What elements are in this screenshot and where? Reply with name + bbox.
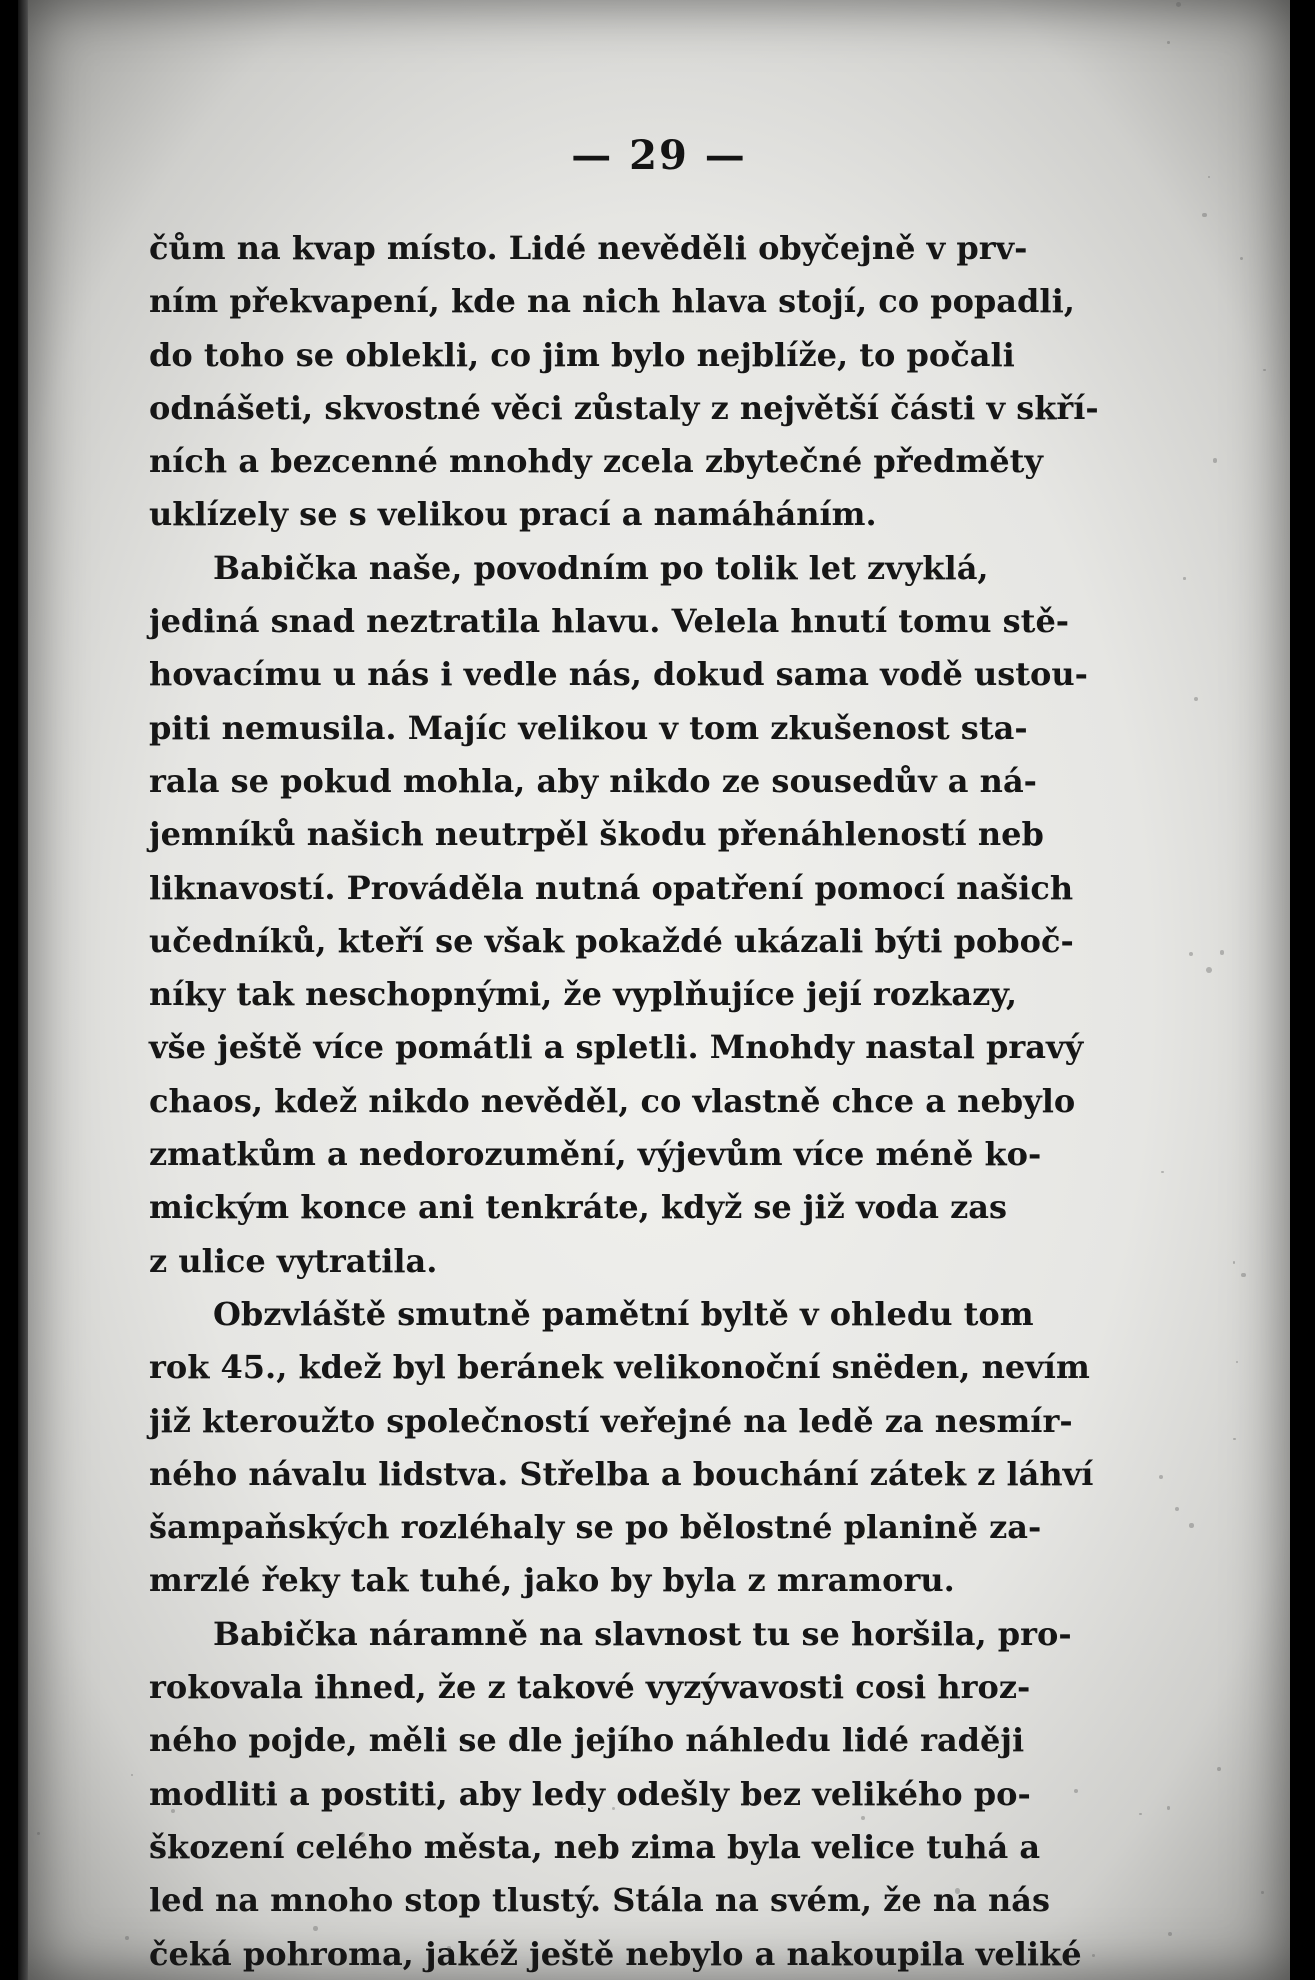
scan-speck <box>1202 213 1206 217</box>
text-line: led na mnoho stop tlustý. Stála na svém, že na nás <box>149 1881 1050 1920</box>
text-line: Babička naše, povodním po tolik let zvyklá, <box>213 548 989 587</box>
scan-speck <box>756 1854 760 1858</box>
scan-speck <box>1263 369 1265 371</box>
text-line: ních a bezcenné mnohdy zcela zbytečné předměty <box>149 442 1043 481</box>
scan-speck <box>1236 1361 1238 1363</box>
text-line: jediná snad neztratila hlavu. Velela hnutí tomu stě- <box>149 602 1070 641</box>
page-number: — 29 — <box>571 132 747 179</box>
text-line: jemníků našich neutrpěl škodu přenáhleností neb <box>149 815 1044 854</box>
scan-speck <box>447 1946 451 1950</box>
scan-speck <box>1168 1932 1172 1936</box>
text-line: čům na kvap místo. Lidé nevěděli obyčejně v prv- <box>149 229 1028 267</box>
text-line: ním překvapení, kde na nich hlava stojí, co popadli, <box>149 282 1075 321</box>
text-line: již kteroužto společností veřejné na ledě za nesmír- <box>149 1401 1073 1440</box>
scan-speck <box>1161 1171 1164 1174</box>
text-line: Obzvláště smutně pamětní byltě v ohledu tom <box>213 1294 1034 1333</box>
scan-speck <box>1183 577 1185 579</box>
scan-speck <box>587 1848 591 1852</box>
text-line: mickým konce ani tenkráte, když se již voda zas <box>149 1188 1008 1227</box>
scan-speck <box>1233 1261 1235 1263</box>
scan-speck <box>1074 1789 1078 1793</box>
text-line: modliti a postiti, aby ledy odešly bez velikého po- <box>149 1774 1031 1813</box>
scan-speck <box>1189 1523 1193 1527</box>
scan-speck <box>1241 1273 1245 1277</box>
text-line: odnášeti, skvostné věci zůstaly z největší části v skří- <box>149 388 1099 427</box>
scan-speck <box>1167 41 1170 44</box>
scan-speck <box>1159 1475 1163 1479</box>
text-line: z ulice vytratila. <box>149 1241 438 1280</box>
text-line: rokovala ihned, že z takové vyzývavosti cosi hroz- <box>149 1668 1031 1707</box>
scan-speck <box>1233 1438 1236 1441</box>
text-line: rala se pokud mohla, aby nikdo ze sousedův a ná- <box>149 761 1037 800</box>
text-line: šampaňských rozléhaly se po bělostné planině za- <box>149 1508 1042 1547</box>
scan-speck <box>125 1936 129 1940</box>
text-line: mrzlé řeky tak tuhé, jako by byla z mramoru. <box>149 1561 955 1600</box>
scan-speck <box>1261 1891 1264 1894</box>
scan-speck <box>1167 1806 1170 1809</box>
scan-speck <box>861 1816 865 1820</box>
scan-speck <box>37 1832 40 1835</box>
text-line: do toho se oblekli, co jim bylo nejblíže, to počali <box>149 335 1015 374</box>
text-line: ného pojde, měli se dle jejího náhledu lidé raději <box>149 1721 1025 1760</box>
text-line: Babička náramně na slavnost tu se horšila, pro- <box>213 1614 1072 1653</box>
scan-speck <box>1175 1507 1179 1511</box>
scan-speck <box>1213 458 1218 463</box>
body-text <box>149 222 1144 1980</box>
paper-sheet <box>28 0 1290 1980</box>
scan-speck <box>1217 1767 1221 1771</box>
text-line: liknavostí. Prováděla nutná opatření pomocí našich <box>149 868 1074 907</box>
scan-speck <box>360 1832 365 1837</box>
text-line: níky tak neschopnými, že vyplňujíce její rozkazy, <box>149 975 1017 1014</box>
scan-speck <box>1176 2 1181 7</box>
text-line: vše ještě více pomátli a spletli. Mnohdy nastal pravý <box>149 1028 1084 1067</box>
scan-speck <box>131 1774 133 1776</box>
text-line: zmatkům a nedorozumění, výjevům více méně ko- <box>149 1135 1042 1174</box>
scan-speck <box>1240 257 1243 260</box>
text-line: hovacímu u nás i vedle nás, dokud sama vodě ustou- <box>149 655 1088 694</box>
text-line: piti nemusila. Majíc velikou v tom zkušenost sta- <box>149 708 1028 747</box>
scan-speck <box>1189 952 1193 956</box>
text-line: ného návalu lidstva. Střelba a bouchání zátek z láhví <box>149 1454 1094 1493</box>
scan-speck <box>1220 950 1225 955</box>
scan-speck <box>171 1809 175 1813</box>
text-line: chaos, kdež nikdo nevěděl, co vlastně chce a nebylo <box>149 1081 1076 1120</box>
text-line: rok 45., kdež byl beránek velikonoční snëden, nevím <box>149 1348 1090 1387</box>
scan-speck <box>612 1807 615 1810</box>
text-line: čeká pohroma, jakéž ještě nebylo a nakoupila veliké <box>149 1934 1082 1973</box>
scan-speck <box>1206 967 1212 973</box>
text-line: uklízely se s velikou prací a namáháním. <box>149 495 877 534</box>
scan-speck <box>1194 697 1198 701</box>
scan-speck <box>313 1926 318 1931</box>
text-line: škození celého města, neb zima byla velice tuhá a <box>149 1827 1041 1866</box>
text-line: učedníků, kteří se však pokaždé ukázali býti poboč- <box>149 921 1074 960</box>
